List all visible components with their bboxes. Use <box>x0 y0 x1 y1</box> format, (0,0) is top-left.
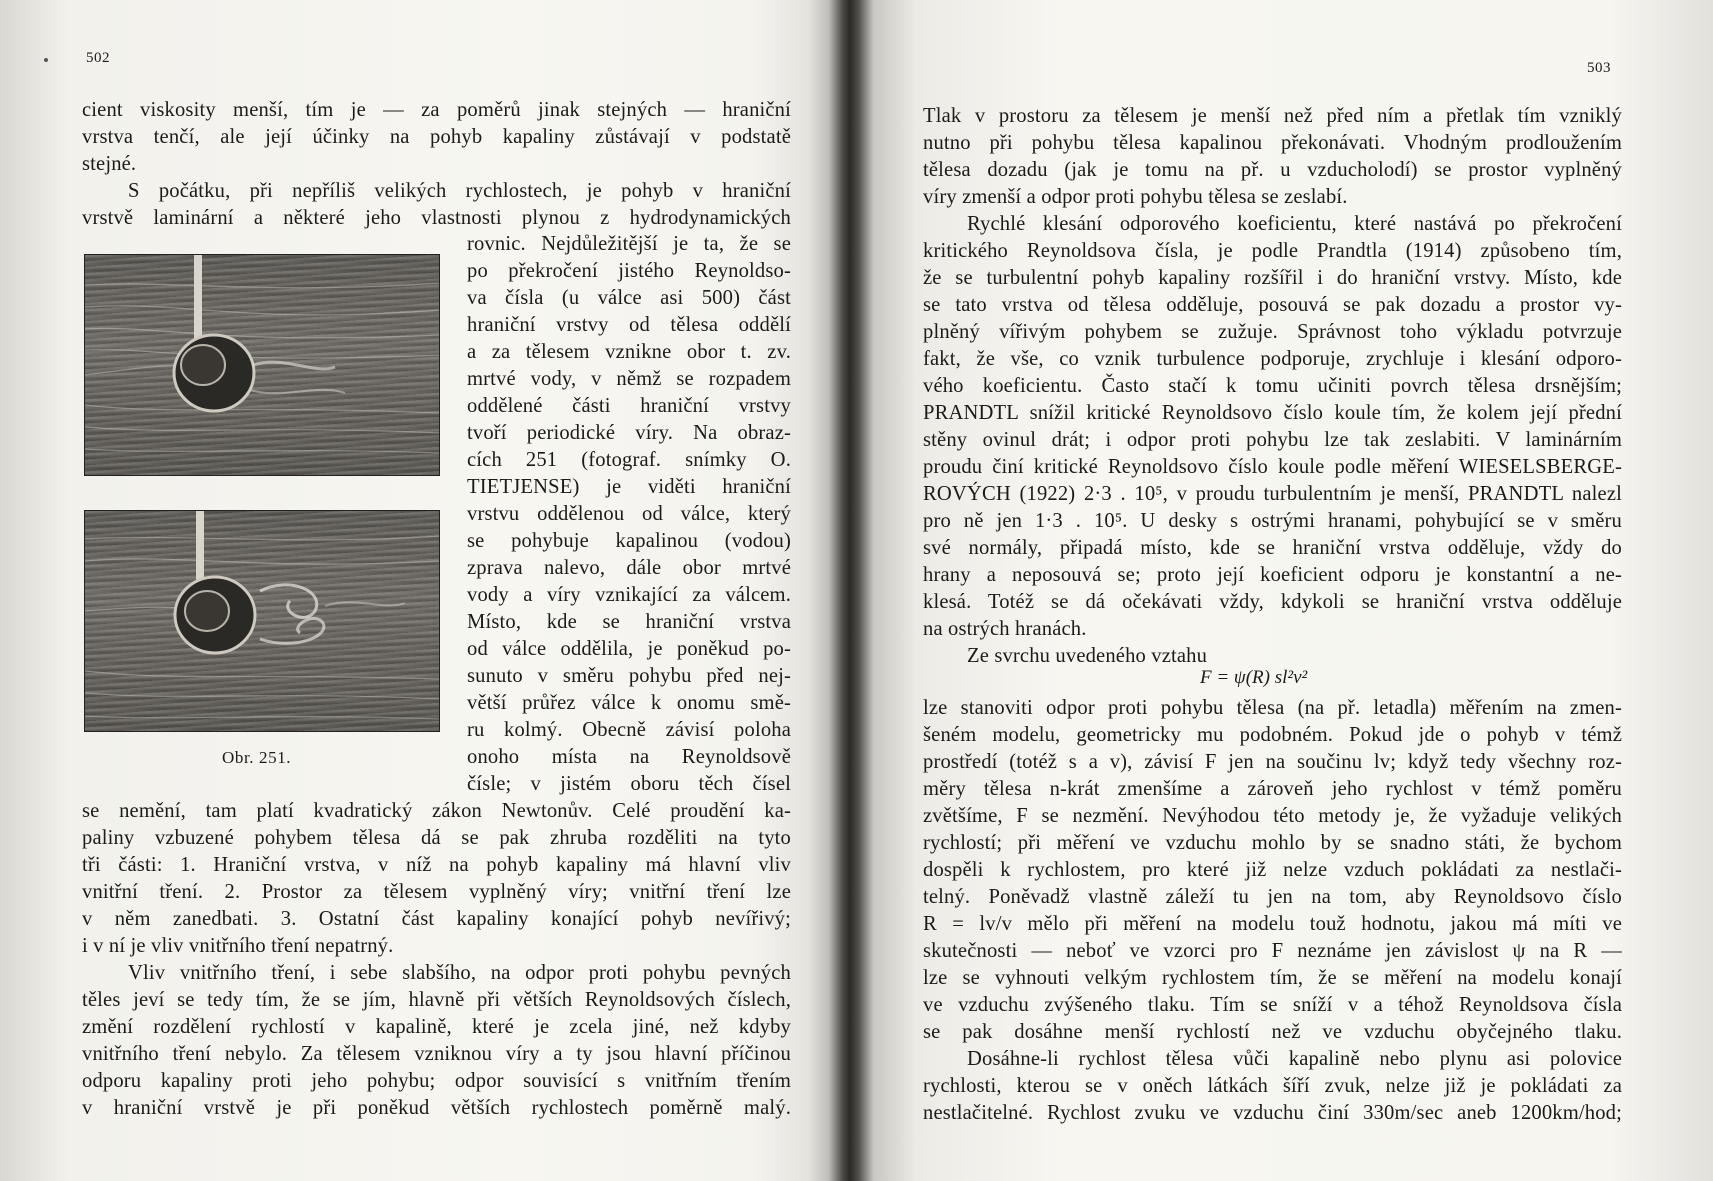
text-line: těles jeví se tedy tím, že se jím, hlavně při větších Reynoldsových číslech, <box>82 989 791 1011</box>
text-line: hraniční vrstvy od tělesa oddělí <box>467 314 791 336</box>
text-line: pro ně jen 1·3 . 10⁵. U desky s ostrými hranami, pohybující se v směru <box>923 510 1622 532</box>
text-line: že se turbulentní pohyb kapaliny rozšířil i do hraniční vrstvy. Místo, kde <box>923 267 1622 289</box>
text-line: fakt, že vše, co vznik turbulence podporuje, zrychluje i klesání odporo- <box>923 348 1622 370</box>
text-line: odporu kapaliny proti jeho pohybu; odpor souvisící s vnitřním třením <box>82 1070 791 1092</box>
formula: F = ψ(R) sl²v² <box>1200 667 1308 688</box>
text-line: vého koeficientu. Často stačí k tomu učiniti povrch tělesa drsnějším; <box>923 375 1622 397</box>
text-line: vrstvu oddělenou od válce, který <box>467 503 791 525</box>
text-line: nestlačitelné. Rychlost zvuku ve vzduchu činí 330m/sec aneb 1200km/hod; <box>923 1102 1622 1124</box>
text-line: oddělené části hraniční vrstvy <box>467 395 791 417</box>
text-line: měry tělesa n-krát zmenšíme a zároveň jeho rychlost v témž poměru <box>923 778 1622 800</box>
text-line: paliny vzbuzené pohybem tělesa dá se pak zhruba rozděliti na tyto <box>82 827 791 849</box>
page-number-right: 503 <box>1587 60 1611 76</box>
text-line: víry zmenší a odpor proti pohybu tělesa se zeslabí. <box>923 186 1348 208</box>
text-line: ru kolmý. Obecně závisí poloha <box>467 719 791 741</box>
text-line: hrany a neposouvá se; proto její koeficient odporu je konstantní a ne- <box>923 564 1622 586</box>
text-line: kritického Reynoldsova čísla, je podle Prandtla (1914) způsobeno tím, <box>923 240 1622 262</box>
text-line: své normály, připadá místo, kde se hraniční vrstva odděluje, vždy do <box>923 537 1622 559</box>
text-line: zprava nalevo, dále obor mrtvé <box>467 557 791 579</box>
text-line: tvoří periodické víry. Na obraz- <box>467 422 791 444</box>
text-line: va čísla (u válce asi 500) část <box>467 287 791 309</box>
text-line: se tato vrstva od tělesa odděluje, posouvá se pak dozadu a prostor vy- <box>923 294 1622 316</box>
text-line: skutečnosti — neboť ve vzorci pro F neznáme jen závislost ψ na R — <box>923 940 1622 962</box>
text-line: po překročení jistého Reynoldso- <box>467 260 791 282</box>
text-line: na ostrých hranách. <box>923 618 1087 640</box>
text-line: Vliv vnitřního tření, i sebe slabšího, na odpor proti pohybu pevných <box>128 962 791 984</box>
text-line: Ze svrchu uvedeného vztahu <box>967 645 1208 667</box>
text-line: čísle; v jistém oboru těch čísel <box>467 773 791 795</box>
text-line: mrtvé vody, v němž se rozpadem <box>467 368 791 390</box>
text-line: v hraniční vrstvě je při poněkud větších rychlostech poměrně malý. <box>82 1097 791 1119</box>
text-line: plněný vířivým pohybem se zužuje. Správnost toho výkladu potvrzuje <box>923 321 1622 343</box>
text-line: šeném modelu, geometricky mu podobném. Pokud jde o pohyb v témž <box>923 724 1622 746</box>
text-line: a za tělesem vznikne obor t. zv. <box>467 341 791 363</box>
text-line: vrstva tenčí, ale její účinky na pohyb kapaliny zůstávají v podstatě <box>82 126 791 148</box>
text-line: rychlosti, kterou se v oněch látkách šíří zvuk, nelze již je pokládati za <box>923 1075 1622 1097</box>
text-line: změní rozdělení rychlostí v kapalině, které je zcela jiné, než kdyby <box>82 1016 791 1038</box>
text-line: tělesa dozadu (jak je tomu na př. u vzducholodí) se prostor vyplněný <box>923 159 1622 181</box>
text-line: onoho místa na Reynoldsově <box>467 746 791 768</box>
text-line: ve vzduchu zvýšeného tlaku. Tím se sníží v a téhož Reynoldsova čísla <box>923 994 1622 1016</box>
text-line: vrstvě laminární a některé jeho vlastnosti plynou z hydrodynamických <box>82 207 791 229</box>
text-line: se nemění, tam platí kvadratický zákon Newtonův. Celé proudění ka- <box>82 800 791 822</box>
text-line: cient viskosity menší, tím je — za poměrů jinak stejných — hraniční <box>82 99 791 121</box>
text-line: dospěli k rychlostem, pro které již nelze vzduch pokládati za nestlači- <box>923 859 1622 881</box>
text-line: rovnic. Nejdůležitější je ta, že se <box>467 233 791 255</box>
text-line: S počátku, při nepříliš velikých rychlostech, je pohyb v hraniční <box>128 180 791 202</box>
text-line: vnitřní tření. 2. Prostor za tělesem vyplněný víry; vnitřní tření lze <box>82 881 791 903</box>
text-line: nutno při pohybu tělesa kapalinou překonávati. Vhodným prodloužením <box>923 132 1622 154</box>
text-line: stěny ovinul drát; i odpor proti pohybu lze tak zeslabiti. V laminárním <box>923 429 1622 451</box>
text-line: telný. Poněvadž vlastně záleží tu jen na tom, aby Reynoldsovo číslo <box>923 886 1622 908</box>
text-line: tři části: 1. Hraniční vrstva, v níž na pohyb kapaliny má hlavní vliv <box>82 854 791 876</box>
text-line: větší průřez válce k onomu smě- <box>467 692 791 714</box>
text-line: proudu činí kritické Reynoldsovo číslo koule podle měření WIESELSBERGE- <box>923 456 1622 478</box>
text-line: se pohybuje kapalinou (vodou) <box>467 530 791 552</box>
margin-mark <box>44 58 48 62</box>
text-line: od válce oddělila, je poněkud po- <box>467 638 791 660</box>
text-line: se pak dosáhne menší rychlostí než ve vzduchu obyčejného tlaku. <box>923 1021 1622 1043</box>
text-line: Místo, kde se hraniční vrstva <box>467 611 791 633</box>
page-number-left: 502 <box>86 50 110 66</box>
text-line: Rychlé klesání odporového koeficientu, které nastává po překročení <box>967 213 1622 235</box>
flow-photo-top <box>84 254 440 476</box>
text-line: cích 251 (fotograf. snímky O. <box>467 449 791 471</box>
text-line: zvětšíme, F se nezmění. Nevýhodou této metody je, že vyžaduje velikých <box>923 805 1622 827</box>
text-line: lze stanoviti odpor proti pohybu tělesa (na př. letadla) měřením na zmen- <box>923 697 1622 719</box>
text-line: ROVÝCH (1922) 2·3 . 10⁵, v proudu turbulentním je menší, PRANDTL nalezl <box>923 483 1622 505</box>
text-line: prostředí (totéž s a v), závisí F jen na součinu lv; když tedy všechny roz- <box>923 751 1622 773</box>
text-line: i v ní je vliv vnitřního tření nepatrný. <box>82 935 394 957</box>
text-line: v něm zanedbati. 3. Ostatní část kapaliny konající pohyb nevířivý; <box>82 908 791 930</box>
text-line: TIETJENSE) je viděti hraniční <box>467 476 791 498</box>
figure-caption: Obr. 251. <box>222 748 292 767</box>
text-line: klesá. Totéž se dá očekávati vždy, kdykoli se hraniční vrstva odděluje <box>923 591 1622 613</box>
text-line: sunuto v směru pohybu před nej- <box>467 665 791 687</box>
flow-photo-bottom <box>84 510 440 732</box>
text-line: stejné. <box>82 153 137 175</box>
text-line: Dosáhne-li rychlost tělesa vůči kapalině nebo plynu asi polovice <box>967 1048 1622 1070</box>
text-line: rychlostí; při měření ve vzduchu mohlo by se snadno státi, že bychom <box>923 832 1622 854</box>
text-line: Tlak v prostoru za tělesem je menší než před ním a přetlak tím vzniklý <box>923 105 1622 127</box>
text-line: vody a víry vznikající za válcem. <box>467 584 791 606</box>
text-line: vnitřního tření nebylo. Za tělesem vzniknou víry a ty jsou hlavní příčinou <box>82 1043 791 1065</box>
text-line: lze se vyhnouti velkým rychlostem tím, že se měření na modelu konají <box>923 967 1622 989</box>
text-line: R = lv/v mělo při měření na modelu touž hodnotu, jakou má míti ve <box>923 913 1622 935</box>
text-line: PRANDTL snížil kritické Reynoldsovo číslo koule tím, že kolem její přední <box>923 402 1622 424</box>
